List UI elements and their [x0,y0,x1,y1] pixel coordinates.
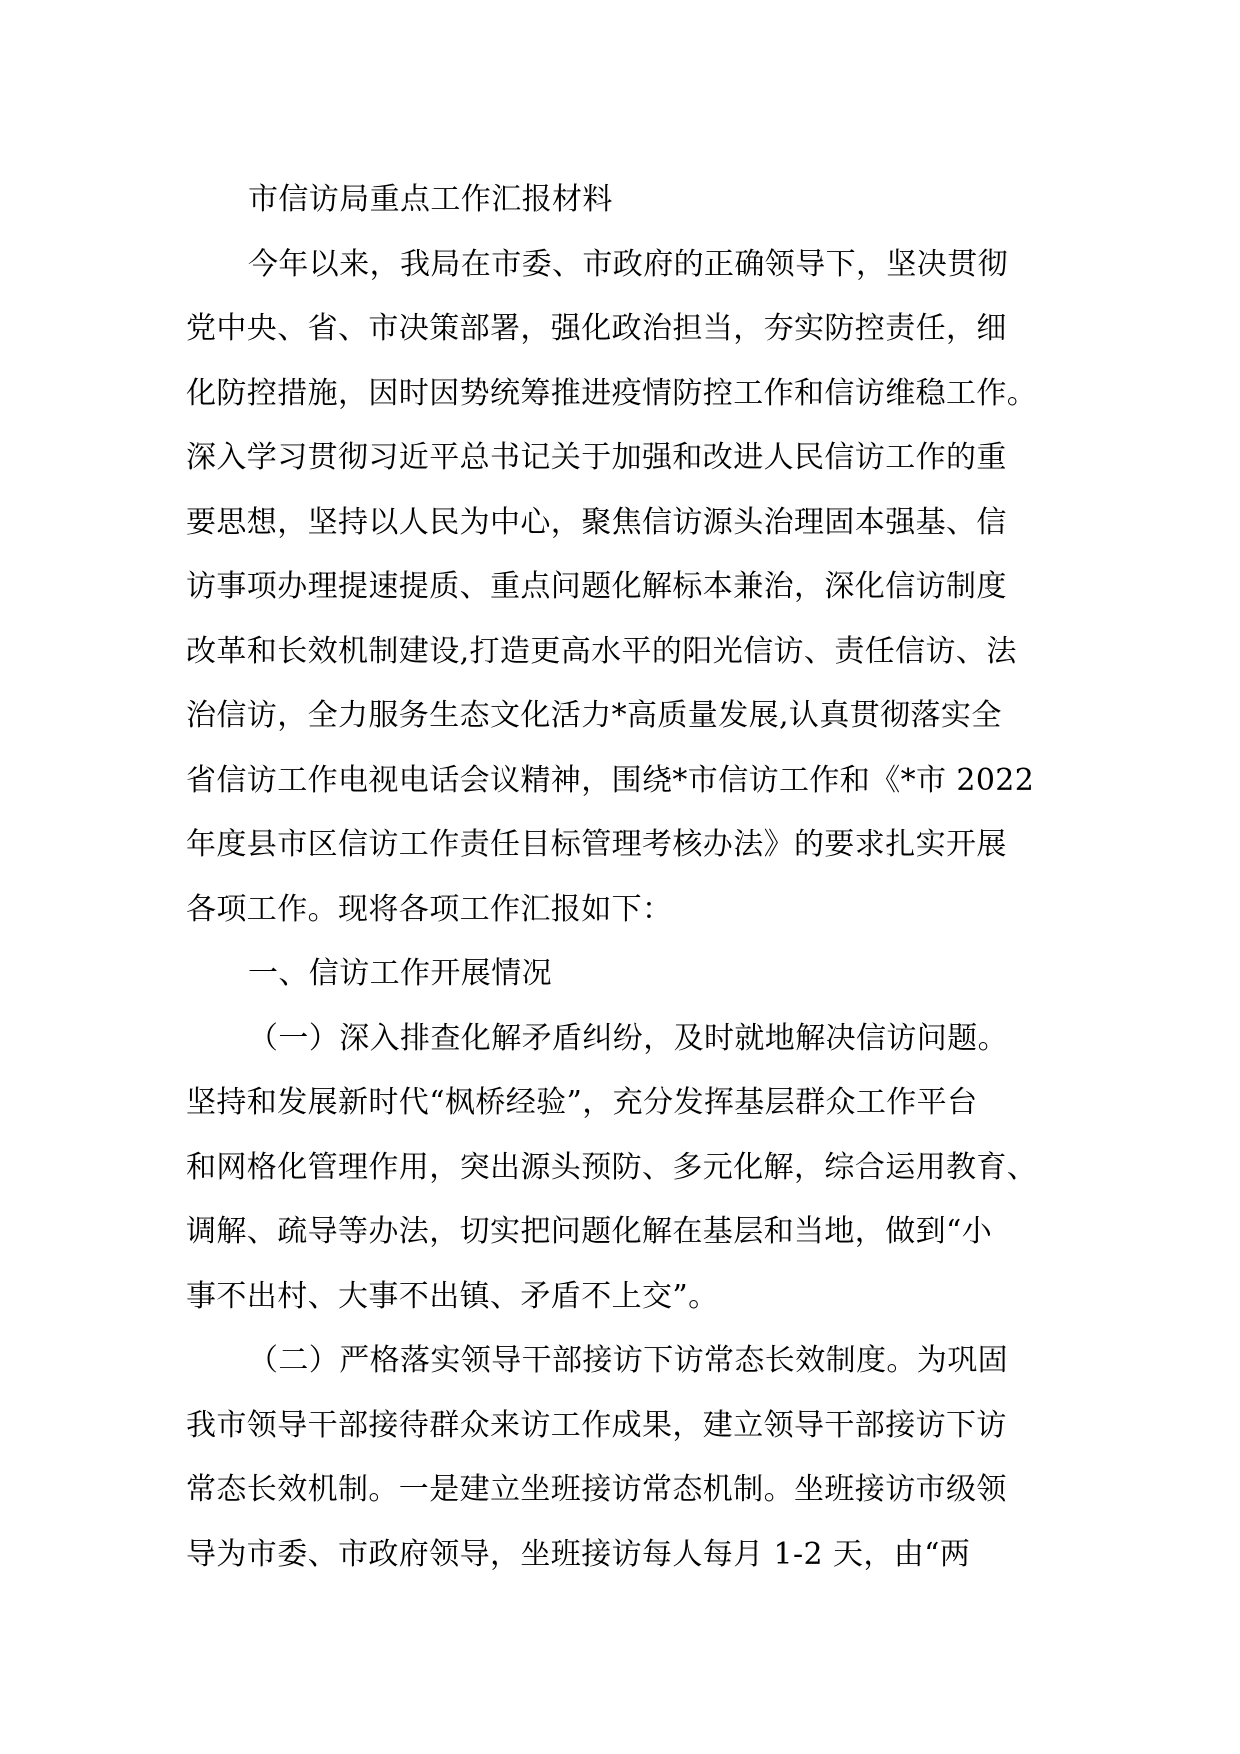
paragraph-line: 年度县市区信访工作责任目标管理考核办法》的要求扎实开展 [186,827,1007,862]
paragraph-line: 导为市委、市政府领导，坐班接访每人每月 1-2 天，由“两 [186,1536,971,1572]
paragraph-line: 要思想，坚持以人民为中心，聚焦信访源头治理固本强基、信 [186,504,1007,540]
section-heading: 一、信访工作开展情况 [248,956,552,991]
paragraph-line: 化防控措施，因时因势统筹推进疫情防控工作和信访维稳工作。 [186,375,1038,411]
paragraph-line: 深入学习贯彻习近平总书记关于加强和改进人民信访工作的重 [186,440,1007,475]
subsection-heading: （二）严格落实领导干部接访下访常态长效制度。为巩固 [248,1343,1008,1378]
paragraph-line: 今年以来，我局在市委、市政府的正确领导下，坚决贯彻 [248,246,1008,282]
paragraph-line: 事不出村、大事不出镇、矛盾不上交”。 [186,1278,719,1314]
paragraph-line: 和网格化管理作用，突出源头预防、多元化解，综合运用教育、 [186,1149,1038,1185]
paragraph-line: 坚持和发展新时代“枫桥经验”，充分发挥基层群众工作平台 [186,1085,978,1120]
subsection-heading: （一）深入排查化解矛盾纠纷，及时就地解决信访问题。 [248,1020,1008,1056]
paragraph-line: 常态长效机制。一是建立坐班接访常态机制。坐班接访市级领 [186,1472,1007,1507]
paragraph-line: 省信访工作电视电话会议精神，围绕*市信访工作和《*市 2022 [186,762,1035,798]
paragraph-line: 治信访，全力服务生态文化活力*高质量发展,认真贯彻落实全 [186,698,1002,733]
paragraph-line: 改革和长效机制建设,打造更高水平的阳光信访、责任信访、法 [186,633,1017,669]
paragraph-line: 我市领导干部接待群众来访工作成果，建立领导干部接访下访 [186,1407,1007,1443]
paragraph-line: 调解、疏导等办法，切实把问题化解在基层和当地，做到“小 [186,1214,993,1249]
paragraph-line: 党中央、省、市决策部署，强化政治担当，夯实防控责任，细 [186,311,1007,346]
paragraph-line: 各项工作。现将各项工作汇报如下： [186,891,673,927]
document-body [186,168,1066,1587]
paragraph-line: 访事项办理提速提质、重点问题化解标本兼治，深化信访制度 [186,569,1007,604]
document-title: 市信访局重点工作汇报材料 [248,182,613,217]
